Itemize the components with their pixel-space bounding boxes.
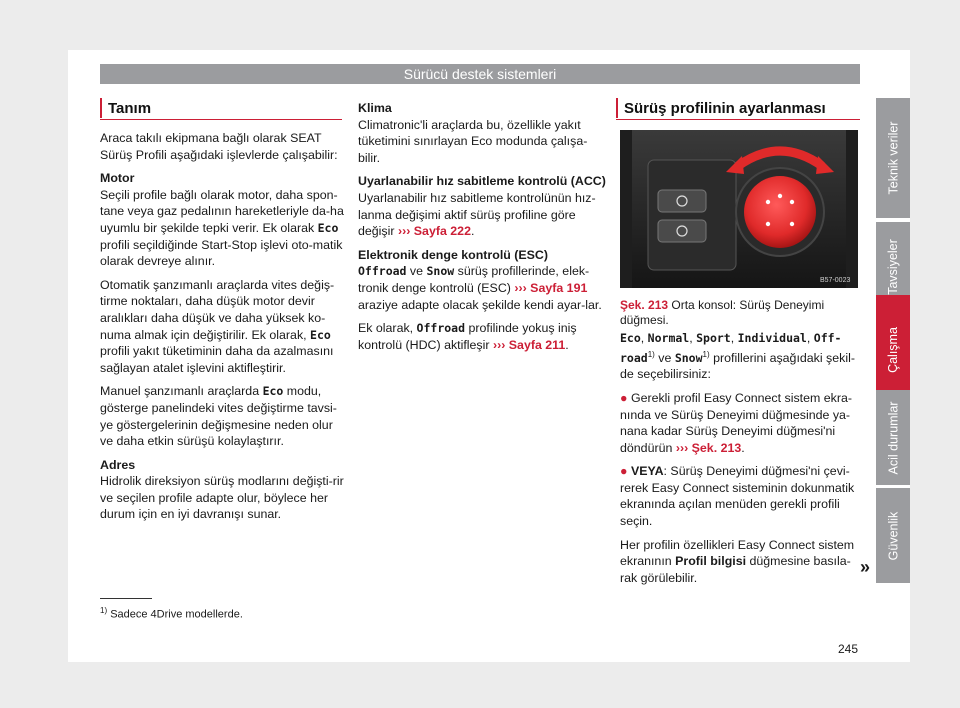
hdc-page-link[interactable]: ››› Sayfa 211 [492,337,566,352]
footnote: $^{1)}$ Sadece 4Drive modellerde. [100,606,243,621]
tab-acil-durumlar[interactable]: Acil durumlar [876,390,910,485]
adres-heading: Adres [100,457,136,472]
console-illustration [620,130,858,288]
section-mark [100,98,102,118]
esc-paragraph: Offroad ve Snow sürüş profillerinde, elek-tronik denge kontrolü (ESC) ››› Sayfa 191 araziye adapte olacak şekilde kendi ayar-lar. [358,264,602,312]
modes-paragraph: Eco, Normal, Sport, Individual, Off-road$^{1)}$ ve Snow$^{1)}$ profillerini aşağıdaki şekil-de seçebilirsiniz: [620,331,855,382]
drive-profile-knob [744,176,816,248]
tab-tavsiyeler[interactable]: Tavsiyeler [876,222,910,312]
page-number: 245 [838,642,859,656]
acc-paragraph: Uyarlanabilir hız sabitleme kontrolünün hız-lanma değişimi aktif sürüş profiline göre değişir ››› Sayfa 222. [358,190,596,239]
caption-label: Şek. 213 [620,298,669,312]
tab-calisma[interactable]: Çalışma [876,295,910,405]
column-3 [620,330,860,593]
acc-heading: Uyarlanabilir hız sabitleme kontrolü (ACC) [358,174,606,189]
section-mark [616,98,618,118]
continue-mark: » [860,557,871,577]
footnote-rule [100,598,152,599]
section-title-tanim: Tanım [108,100,152,117]
tab-teknik-veriler[interactable]: Teknik veriler [876,98,910,218]
column-1 [100,130,344,530]
manual-paragraph: Manuel şanzımanlı araçlarda Eco modu, gösterge panelindeki vites değiştirme tavsi-ye göstergelerinin değişmesine neden olur ve daha etkin sürüşü kolaylaştırır. [100,384,337,449]
hdc-paragraph: Ek olarak, Offroad profilinde yokuş iniş kontrolü (HDC) aktifleşir ››› Sayfa 211. [358,321,577,352]
intro-text: Araca takılı ekipmana bağlı olarak SEAT Sürüş Profili aşağıdaki işlevlerde çalışabilir: [100,131,338,162]
tab-guvenlik[interactable]: Güvenlik [876,488,910,583]
bullet-item-1: ● Gerekli profil Easy Connect sistem ekra-nında ve Sürüş Deneyimi düğmesinde ya-nana kadar Sürüş Deneyimi düğmesi'ni döndürün ››› Şek. 213. [620,390,852,455]
motor-heading: Motor [100,171,135,186]
figure-caption [620,298,860,328]
esc-heading: Elektronik denge kontrolü (ESC) [358,247,549,262]
acc-page-link[interactable]: ››› Sayfa 222 [397,224,471,239]
auto-paragraph: Otomatik şanzımanlı araçlarda vites değiş-tirme noktaları, daha düşük motor devir aralıkları daha düşük ve daha yüksek ko-numa almak için değiştirilir. Ek olarak, Eco profili yakıt tüketiminin daha da azalmasını sağlayan atalet işlevini aktifleştirir. [100,277,335,375]
klima-heading: Klima [358,101,392,115]
figure-link[interactable]: ››› Şek. 213 [675,440,742,455]
profile-info-paragraph: Her profilin özellikleri Easy Connect sistem ekranının Profil bilgisi düğmesine basıla-rak görülebilir. [620,537,855,585]
adres-paragraph: Hidrolik direksiyon sürüş modlarını değişti-rir ve seçilen profile adapte olur, böylece her durum için en iyi davranışı sunar. [100,474,344,522]
console-figure [620,130,858,288]
section-rule [616,119,860,120]
esc-page-link[interactable]: ››› Sayfa 191 [514,280,588,295]
bullet-item-2: ● VEYA: Sürüş Deneyimi düğmesi'ni çevi-rerek Easy Connect sisteminin dokunmatik ekranında açılan menüden gerekli profili seçin. [620,464,855,529]
section-title-surus-profili: Sürüş profilinin ayarlanması [624,100,826,117]
motor-paragraph: Seçili profile bağlı olarak motor, daha spon-tane veya gaz pedalının hareketleriyle da-ha uyumlu bir şekilde tepki verir. Ek olarak Eco profili seçildiğinde Start-Stop işlevi oto-matik olarak devreye alınır. [100,187,344,269]
section-rule [100,119,342,120]
klima-paragraph: Climatronic'li araçlarda bu, özellikle yakıt tüketimini sınırlayan Eco modunda çalışa-bilir. [358,117,588,165]
figure-code: B57-0023 [820,277,851,284]
caption-text: Orta konsol: Sürüş Deneyimi düğmesi. [620,298,825,327]
header-title: Sürücü destek sistemleri [403,66,557,82]
column-2 [358,100,606,360]
header-bar [100,64,860,84]
